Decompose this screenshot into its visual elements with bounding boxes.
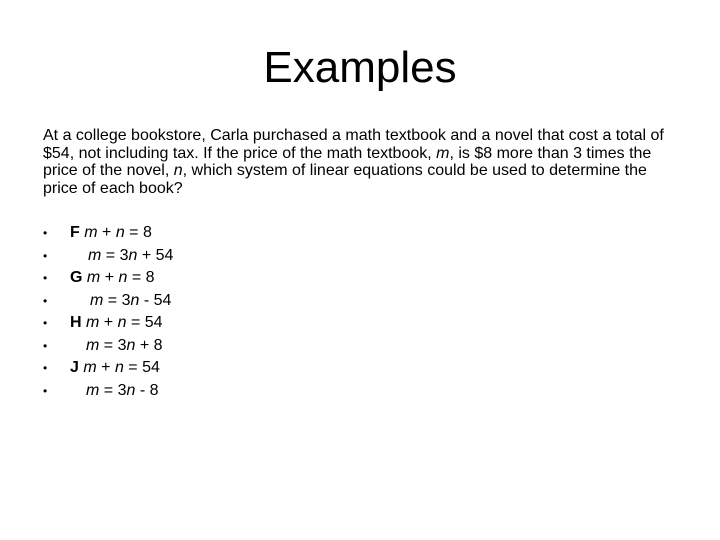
equation-var: n (114, 359, 124, 376)
option-letter: F (70, 224, 80, 241)
equation-var: m (84, 224, 98, 241)
bullet-icon: • (43, 226, 48, 240)
equation-mid: = 3 (103, 381, 127, 399)
equation-var: n (118, 269, 128, 286)
equation-operator: + (103, 314, 114, 331)
equation-mid: = 3 (105, 246, 129, 264)
problem-segment: , which system of linear equations could be used to determine the price of each book? (43, 162, 647, 197)
equation-var: n (130, 291, 140, 309)
bullet-icon: • (43, 271, 48, 285)
equation-operator: + (101, 359, 111, 376)
equation-rhs: = 8 (129, 224, 152, 241)
equation-var: m (86, 381, 100, 399)
option-h-equation-1 (43, 312, 663, 335)
option-letter: H (70, 314, 82, 331)
equation-rhs: = 54 (128, 359, 160, 376)
bullet-icon: • (43, 248, 48, 263)
equation-var: m (88, 246, 102, 264)
equation-rhs: + 54 (141, 246, 174, 264)
equation-rhs: = 54 (130, 314, 163, 331)
option-f-equation-2 (43, 245, 663, 268)
option-letter: J (70, 359, 79, 376)
bullet-icon: • (43, 293, 48, 308)
equation-var: n (126, 381, 136, 399)
equation-operator: + (102, 224, 112, 241)
equation-var: n (126, 336, 136, 354)
equation-rhs: = 8 (131, 269, 155, 286)
problem-segment: , is $8 more than 3 times the price of the novel, (43, 144, 652, 179)
option-g-equation-2 (43, 290, 663, 313)
equation-var: m (86, 314, 100, 331)
option-g-equation-1 (43, 267, 663, 290)
option-f-equation-1 (43, 222, 663, 245)
problem-segment: At a college bookstore, Carla purchased a math textbook and a novel that cost a total of $54, not including tax. If the price of the math textbook, (43, 127, 664, 162)
equation-var: m (86, 336, 100, 354)
bullet-icon: • (43, 338, 48, 353)
option-j-equation-1 (43, 357, 663, 380)
equation-mid: = 3 (103, 336, 127, 354)
equation-operator: + (104, 269, 115, 286)
bullet-icon: • (43, 316, 48, 330)
equation-rhs: + 8 (139, 336, 163, 354)
equation-var: m (90, 291, 104, 309)
option-letter: G (70, 269, 83, 286)
answer-options-list (43, 222, 663, 402)
equation-var: m (83, 359, 97, 376)
option-h-equation-2 (43, 335, 663, 358)
equation-var: n (128, 246, 138, 264)
equation-mid: = 3 (107, 291, 131, 309)
bullet-icon: • (43, 383, 48, 398)
equation-var: n (117, 314, 127, 331)
bullet-icon: • (43, 361, 48, 375)
slide-title: Examples (263, 43, 457, 92)
option-j-equation-2 (43, 380, 663, 403)
equation-var: m (86, 269, 101, 286)
problem-variable-n: n (173, 162, 183, 179)
equation-var: n (115, 224, 125, 241)
problem-variable-m: m (436, 144, 450, 162)
equation-rhs: - 8 (139, 381, 159, 399)
problem-text (43, 127, 683, 197)
equation-rhs: - 54 (143, 291, 172, 309)
